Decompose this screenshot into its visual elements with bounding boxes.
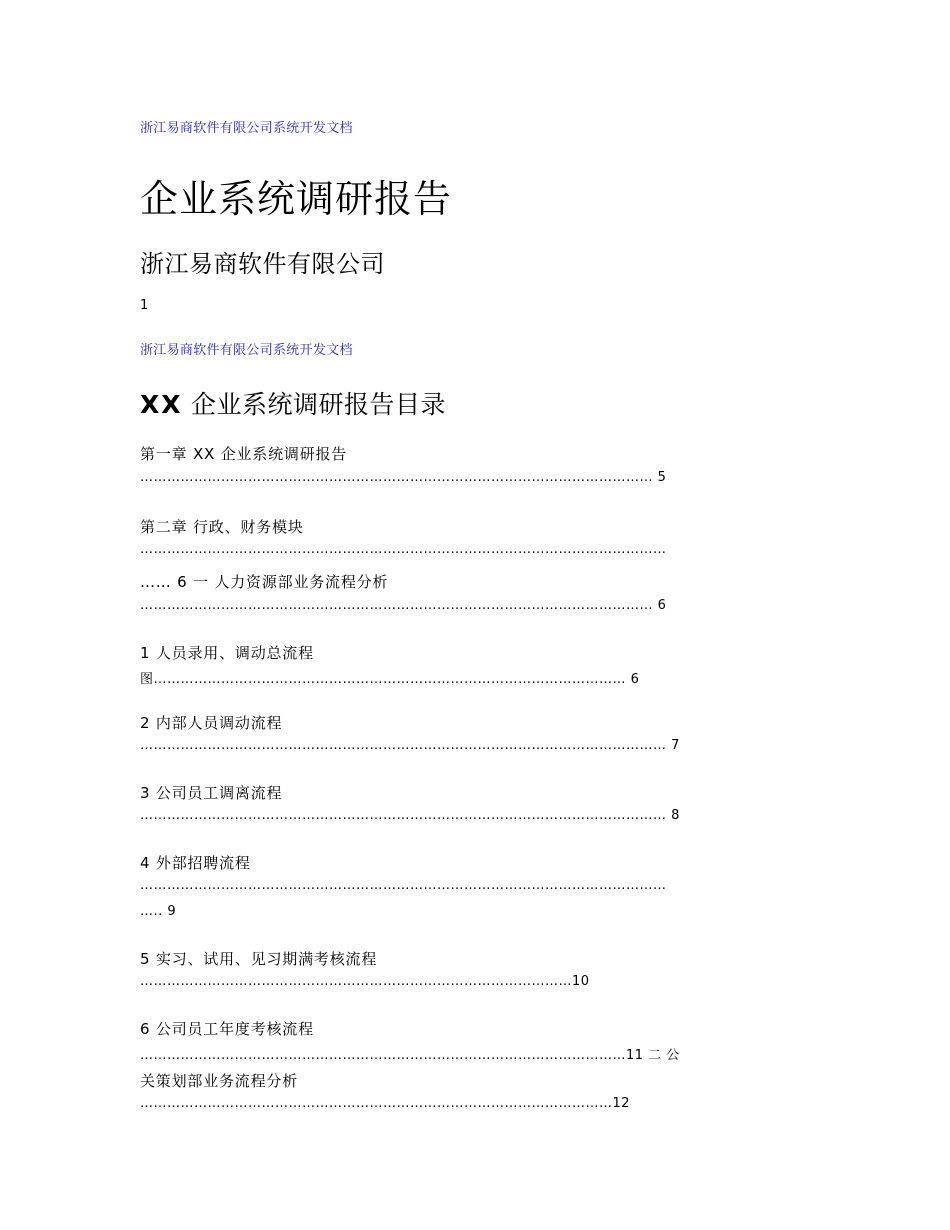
toc-entry-9-leader: ……………………………………………………………………………………………12 [140, 1096, 631, 1111]
toc-entry-9[interactable]: 关策划部业务流程分析 [140, 1072, 299, 1090]
toc-entry-2-sub[interactable]: …… 6 一 人力资源部业务流程分析 [140, 573, 389, 591]
toc-entry-8-leader: ………………………………………………………………………………………………11 二 公 [140, 1048, 680, 1063]
toc-entry-3-leader: 图…………………………………………………………………………………………… 6 [140, 672, 640, 687]
toc-entry-5[interactable]: 3 公司员工调离流程 [140, 784, 283, 802]
company-name: 浙江易商软件有限公司 [140, 250, 385, 278]
toc-title-text: 企业系统调研报告目录 [182, 390, 447, 419]
toc-entry-6-leader: ……………………………………………………………………………………………………… [140, 878, 667, 893]
page-header-1: 浙江易商软件有限公司系统开发文档 [140, 121, 353, 136]
toc-entry-2[interactable]: 第二章 行政、财务模块 [140, 518, 304, 536]
toc-entry-7-leader: ……………………………………………………………………………………10 [140, 974, 590, 989]
page-header-2: 浙江易商软件有限公司系统开发文档 [140, 343, 353, 358]
document-title: 企业系统调研报告 [140, 177, 453, 221]
toc-entry-6-page: ….. 9 [140, 904, 177, 919]
toc-entry-2-sub-leader: …………………………………………………………………………………………………… 6 [140, 598, 667, 613]
toc-entry-7[interactable]: 5 实习、试用、见习期满考核流程 [140, 950, 378, 968]
toc-entry-1-leader: …………………………………………………………………………………………………… 5 [140, 470, 667, 485]
toc-entry-3[interactable]: 1 人员录用、调动总流程 [140, 644, 314, 662]
page-number: 1 [140, 298, 149, 313]
toc-entry-8[interactable]: 6 公司员工年度考核流程 [140, 1020, 314, 1038]
toc-title [140, 385, 446, 421]
toc-entry-4[interactable]: 2 内部人员调动流程 [140, 714, 283, 732]
toc-entry-6[interactable]: 4 外部招聘流程 [140, 854, 251, 872]
toc-entry-2-leader: ……………………………………………………………………………………………………… [140, 542, 667, 557]
toc-entry-4-leader: ……………………………………………………………………………………………………… 7 [140, 738, 680, 753]
toc-entry-5-leader: ……………………………………………………………………………………………………… 8 [140, 808, 680, 823]
toc-entry-1[interactable]: 第一章 XX 企业系统调研报告 [140, 445, 348, 463]
toc-title-prefix: XX [140, 390, 183, 419]
